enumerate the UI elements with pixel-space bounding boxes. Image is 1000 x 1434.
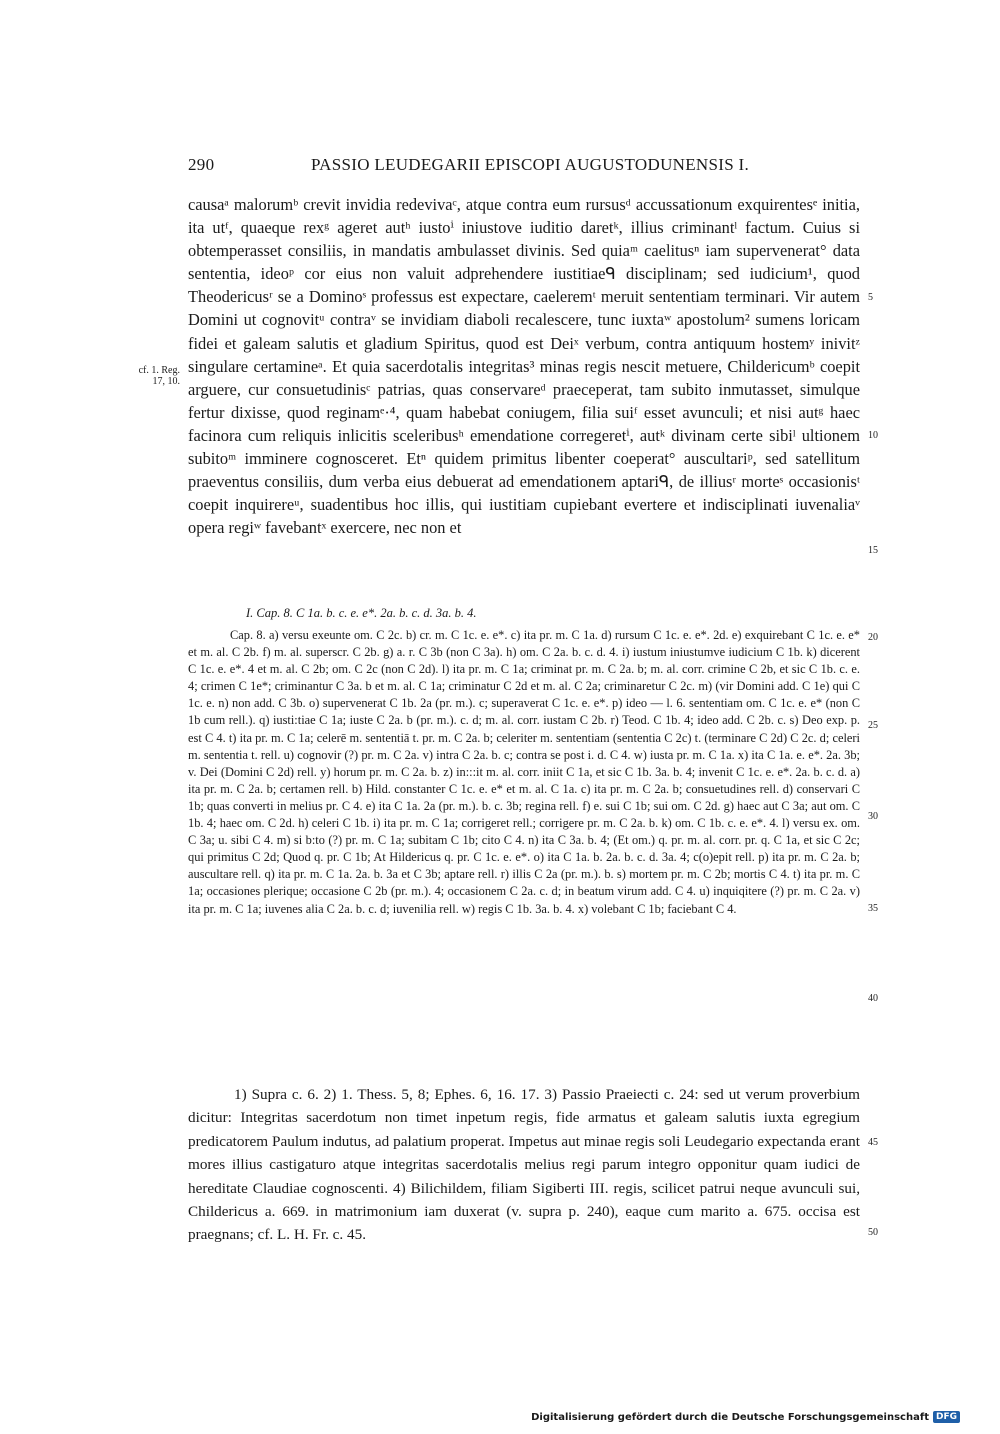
line-number: 10 — [868, 430, 878, 441]
line-number: 35 — [868, 903, 878, 914]
line-number: 40 — [868, 993, 878, 1004]
critical-apparatus — [188, 627, 860, 918]
main-text — [188, 193, 860, 539]
running-title: PASSIO LEUDEGARII EPISCOPI AUGUSTODUNENSIS I. — [310, 155, 750, 174]
footnotes-text: 1) Supra c. 6. 2) 1. Thess. 5, 8; Ephes. 6, 16. 17. 3) Passio Praeiecti c. 24: sed ut verum proverbium dicitur: Integritas sacerdotum non timet inpetum regis, fide armatus et galeam salutis iuxta egregium predicatorem Paulum indutus, ad palatium properat. Impetus aut minae regis soli Leudegario expectanda erant mores illius castigaturo atque integritas sacerdotalis melius regi parum integro opponitur quam iudici de hereditate Claudiae cognoscenti. 4) Bilichildem, filiam Sigiberti III. regis, scilicet patrui neque avunculi sui, Childericus a. 669. in matrimonium iam duxerat (v. supra p. 240), eaque cum marito a. 675. occisa est praegnans; cf. L. H. Fr. c. 45. — [188, 1086, 860, 1244]
footnotes — [188, 1083, 860, 1247]
line-number: 45 — [868, 1137, 878, 1148]
main-text-paragraph: causaᵃ malorumᵇ crevit invidia redevivaᶜ, atque contra eum rursusᵈ accussationum exquirentesᵉ initia, ita utᶠ, quaeque rexᵍ ageret autʰ iustoⁱ iniustove iuditio daretᵏ, illius criminantˡ factum. Cuius si obtemperasset consiliis, in mandatis ambulasset divinis. Sed quiaᵐ caelitusⁿ iam supervenerat° data sententia, ideoᵖ cor eius non valuit adprehendere iustitiaeᑫ disciplinam; sed iudicium¹, quod Theodericusʳ se a Dominoˢ professus est expectare, caeleremᵗ meruit sententiam terminari. Vir autem Domini ut cognovitᵘ contraᵛ se invidiam diaboli recalescere, tunc iuxtaʷ apostolum² sumens loricam fidei et galeam salutis et gladium Spiritus, quod est Deiˣ verbum, contra antiquum hostemʸ inivitᶻ singulare certamineᵃ. Et quia sacerdotalis integritas³ minas regis nescit metuere, Childericumᵇ coepit arguere, cur consuetudinisᶜ patrias, quas conservareᵈ praeceperat, tam subito inmutasset, simulque fertur dixisse, quod reginamᵉ·⁴, quam habebat coniugem, filia suiᶠ esset avunculi; et nisi autᵍ haec facinora cum reliquis inlicitis sceleribusʰ emendatione corregeretⁱ, autᵏ divinam certe sibiˡ ultionem subitoᵐ imminere cognosceret. Etⁿ quidem primitus libenter coeperat° auscultariᵖ, sed satellitum praeventus consiliis, dum verba eius debuerat ad emendationem aptariᑫ, de illiusʳ morteˢ occasionisᵗ coepit inquirereᵘ, suadentibus hoc illis, qui iustitiam cupiebant evertere et indisciplinati iuvenaliaᵛ opera regiʷ favebantˣ exercere, nec non et — [188, 195, 860, 538]
manuscript-sigla: I. Cap. 8. C 1a. b. c. e. e*. 2a. b. c. d. 3a. b. 4. — [246, 606, 477, 620]
line-number: 30 — [868, 811, 878, 822]
apparatus-text: Cap. 8. a) versu exeunte om. C 2c. b) cr. m. C 1c. e. e*. c) ita pr. m. C 1a. d) rursum C 1c. e. e*. 2d. e) exquirebant C 1c. e. e* et m. al. C 2b. f) m. al. superscr. C 2b. g) a. r. C 3b (non C 3a). h) om. C 2a. b. c. d. 4. i) iustum iniustumve iudicium C 1b. k) dicerent C 1c. e. e*. 4 et m. al. C 2b; om. C 2c (non C 2d). l) ita pr. m. C 1a; criminat pr. m. C 2a. b; m. al. corr. crimine C 2b, et sic C 1b. c. e. 4; crimen C 1e*; criminantur C 3a. b et m. al. C 1a; criminatur C 2d et m. al. C 2a; criminaretur C 2c. m) (vir Domini add. C 1e) qui C 1c. e. n) non add. C 3b. o) supervenerat C 1b. 2a (pr. m.). c; superaverat C 1c. e. e*. p) ideo — l. 6. sententiam om. C 1c. e. e* (non C 1b cum rell.). q) iusti:tiae C 1a; iuste C 2a. b (pr. m.). c. d; m. al. corr. iustam C 2b. r) Teod. C 1b. 4; ideo add. C 2b. c. s) Deo exp. p. est C 4. t) ita pr. m. C 1a; celerē m. sententiā t. pr. m. C 2a. b; celeriter m. sententiam (sententia C 2c) t. (terminare C 2d) C 2c. d; celeri m. sententia t. rell. u) cognovir (?) pr. m. C 2a. v) intra C 2a. b. c; contra se post i. d. C 4. w) iusta pr. m. C 1a. x) ita C 1a. e. e*. 2a. 3b; v. Dei (Domini C 2d) rell. y) horum pr. m. C 2a. b. z) in:::it m. al. corr. iniit C 1a, et sic C 1b. 3a. b. 4; invenit C 1c. e. e*. 2a. b. c. d. a) ita pr. m. C 2a. b; certamen rell. b) Hild. constanter C 1c. e. e* et m. al. C 1a. c) ita pr. m. C 2a. b; consuetudines rell. d) conservari C 1b; quas converti in melius pr. C 4. e) ita C 1a. 2a (pr. m.). b. c. 3b; regina rell. f) e. sui C 1b; sui om. C 2d. g) haec aut C 3a; aut om. C 1b. 4; haec om. C 2d. h) celeri C 1b. i) ita pr. m. C 1a; corrigeret rell.; corrigere pr. m. C 2a. b. k) om. C 1b. c. e. e*. 4. l) versu ex. om. C 3a; u. sibi C 4. m) si b:to (?) pr. m. C 1a; subitam C 1b; cito C 4. n) ita C 3a. b. 4; (Et om.) q. pr. m. al. corr. pr. q. C 1a, et sic C 2c; qui primitus C 2d; Quod q. pr. C 1b; At Hildericus q. pr. C 1c. e. e*. o) ita C 1a. b. 2a. b. c. d. 3a. 4; c(o)epit rell. p) ita pr. m. C 2a. b; auscultare rell. q) ita pr. m. C 1a. 2a. b. 3a et C 3b; aptare rell. r) illis C 2a (pr. m.). b. s) mortem pr. m. C 2b; mortis C 4. t) ita pr. m. C 1a; occasiones plerique; occasione C 2b (pr. m.). 4; occasionem C 2a. c. d; in beatum virum add. C 4. u) inquiqitere (?) pr. m. C 2a. v) ita pr. m. C 1a; iuvenes alia C 2a. b. c. d; iuvenilia rell. w) regis C 1b. 3a. b. 4. x) volebant C 1b; faciebant C 4. — [188, 628, 860, 916]
credit-text: Digitalisierung gefördert durch die Deutsche Forschungsgemeinschaft — [531, 1411, 929, 1423]
line-number: 25 — [868, 720, 878, 731]
digitization-credit — [531, 1411, 960, 1423]
margin-reference: cf. 1. Reg. 17, 10. — [138, 365, 180, 387]
line-number: 20 — [868, 632, 878, 643]
dfg-logo-icon: DFG — [933, 1411, 960, 1423]
line-number: 5 — [868, 292, 873, 303]
line-number: 50 — [868, 1227, 878, 1238]
line-number: 15 — [868, 545, 878, 556]
page-number: 290 — [188, 155, 215, 174]
